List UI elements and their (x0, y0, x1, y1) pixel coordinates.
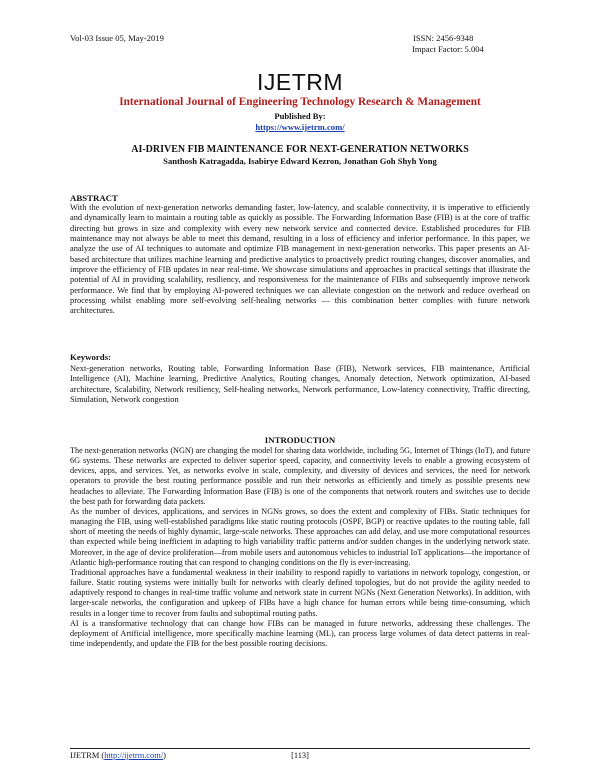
footer-abbr: IJETRM ( (70, 751, 105, 760)
introduction-heading: INTRODUCTION (264, 435, 336, 445)
journal-logo: IJETRM (256, 69, 344, 95)
impact-factor: Impact Factor: 5.004 (412, 44, 484, 54)
volume-issue: Vol-03 Issue 05, May-2019 (70, 33, 164, 43)
paper-authors: Santhosh Katragadda, Isabirye Edward Kezron, Jonathan Goh Shyh Yong (163, 156, 437, 166)
intro-paragraph: Traditional approaches have a fundamental weakness in their inability to respond rapidly to variations in network topology, congestion, or failure. Static routing systems were initially built for networks with clearly defined topologies, but do not provide the agility needed to adaptively respond to changes in real-time traffic volume and network state in current NGNs (Next Generation Networks). In addition, with larger-scale networks, the configuration and upkeep of FIBs have a high chance for human errors while being time-consuming, which results in a longer time to recover from faults and suboptimal routing paths. (70, 567, 530, 618)
page-number: [113] (291, 751, 309, 760)
footer-divider (70, 748, 530, 749)
keywords-heading: Keywords: (70, 352, 112, 362)
intro-paragraph: As the number of devices, applications, and services in NGNs grows, so does the extent and complexity of FIBs. Static techniques for managing the FIB, using well-established paradigms like static routing protocols (OSPF, BGP) or reactive updates to the routing table, fall short of meeting the needs of highly dynamic, large-scale networks. These approaches can add delay, and use more computational resources than expected while being inefficient in adapting to high variability traffic patterns and/or sudden changes in the underlying network state. Moreover, in the age of device proliferation—from mobile users and autonomous vehicles to industrial IoT applications—the importance of Atlantic high-performance routing that can respond to changing conditions on the fly is ever-increasing. (70, 506, 530, 567)
intro-paragraph: The next-generation networks (NGN) are changing the model for sharing data worldwide, including 5G, Internet of Things (IoT), and future 6G systems. These networks are expected to deliver superior speed, capacity, and connectivity levels to enable a growing ecosystem of devices, apps, and services. Yet, as networks evolve in scale, complexity, and diversity of devices and services, the need for network operators to provide the best routing performance possible and run their networks as efficiently and timely as possible presents new headaches to alleviate. The Forwarding Information Base (FIB) is one of the components that network routers and switches use to decide the best path for forwarding data packets. (70, 446, 530, 506)
journal-name: International Journal of Engineering Technology Research & Management (119, 96, 481, 108)
abstract-heading: ABSTRACT (70, 193, 118, 203)
keywords-text: Next-generation networks, Routing table, Forwarding Information Base (FIB), Network services, FIB maintenance, Artificial Intelligence (AI), Machine learning, Predictive Analytics, Routing changes, Anomaly detection, Network optimization, AI-based architecture, Scalability, Network resiliency, Self-healing networks, Network performance, Low-latency connectivity, Traffic directing, Simulation, Network congestion (70, 364, 530, 405)
introduction-body (70, 446, 530, 649)
published-by: Published By: (274, 111, 326, 121)
journal-url (0, 122, 600, 132)
footer-link[interactable]: http://ijetrm.com/ (104, 751, 164, 760)
issn-block (412, 33, 484, 55)
abstract-text: With the evolution of next-generation networks demanding faster, low-latency, and scalable connectivity, it is imperative to efficiently and dynamically learn to maintain a routing table as quickly as possible. The Forwarding Information Base (FIB) is at the core of traffic directing but grows in size and complexity with every new network service and connected device. Established procedures for FIB maintenance may not always be able to meet this demand, resulting in a loss of efficiency and inferior performance. In this paper, we analyze the use of AI techniques to automate and optimize FIB management in next-generation networks. This paper presents an AI-based architecture that utilizes machine learning and predictive analytics to proactively predict routing changes, discover anomalies, and improve the efficiency of FIB updates in near real-time. We showcase simulations and approaches in practical settings that illustrate the potential of AI in providing scalability, resiliency, and responsiveness for the maintenance of FIBs and subsequently improve network performance. We find that by employing AI-powered techniques we can alleviate congestion on the network and reduce overhead on processing whilst enabling more self-evolving self-healing networks — this combination better complies with future network architectures. (70, 203, 530, 316)
journal-link[interactable]: https://www.ijetrm.com/ (255, 122, 345, 132)
paper-title: AI-DRIVEN FIB MAINTENANCE FOR NEXT-GENERATION NETWORKS (131, 144, 469, 155)
intro-paragraph: AI is a transformative technology that can change how FIBs can be managed in future networks, addressing these challenges. The deployment of Artificial intelligence, more specifically machine learning (ML), can process large volumes of data detect patterns in real-time independently, and update the FIB for the best possible routing decisions. (70, 618, 530, 648)
issn: ISSN: 2456-9348 (413, 33, 474, 43)
footer-close: ) (163, 751, 166, 760)
